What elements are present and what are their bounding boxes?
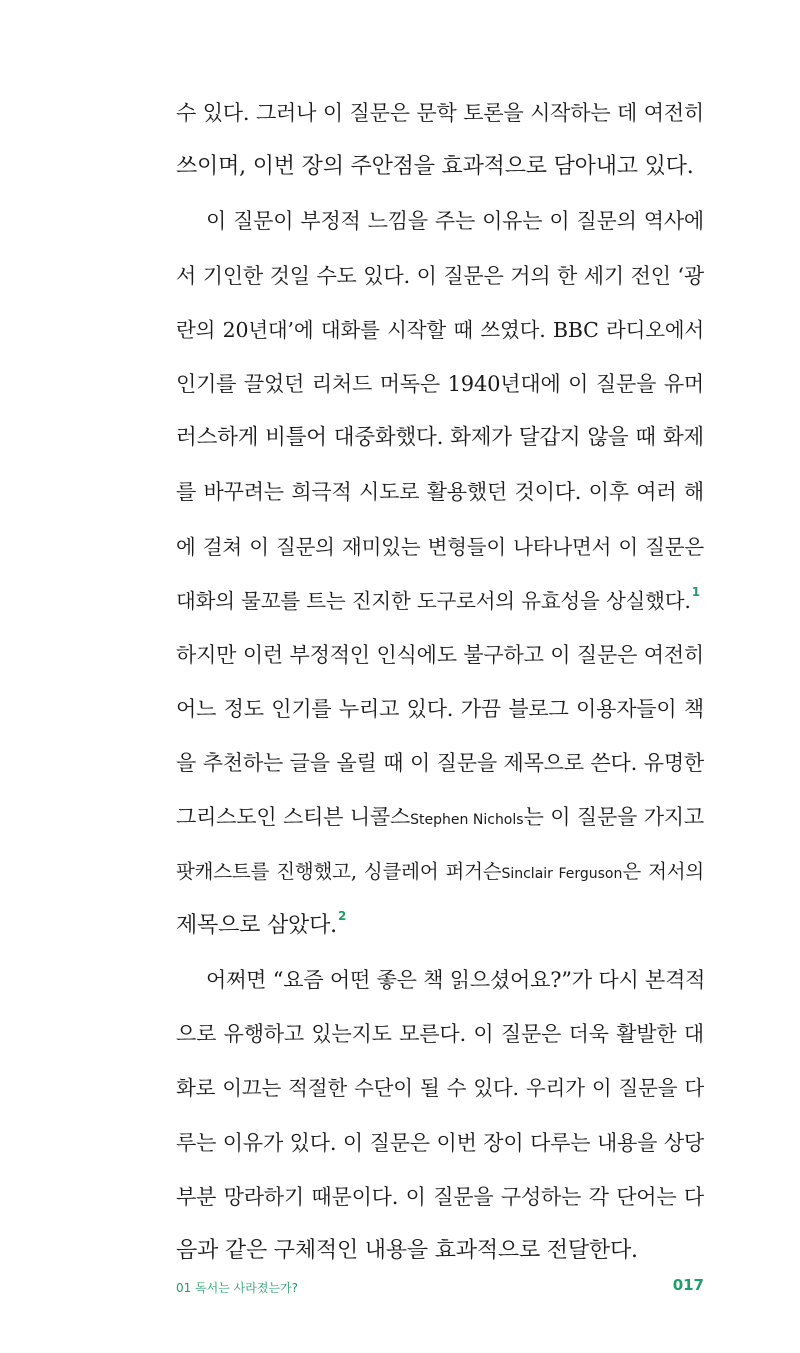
text-segment: 팟캐스트를 진행했고, 싱클레어 퍼거슨 (176, 859, 502, 883)
page-number: 017 (672, 1276, 704, 1294)
text-segment: 은 저서의 (622, 859, 704, 883)
text-line: 서 기인한 것일 수도 있다. 이 질문은 거의 한 세기 전인 ‘광 (176, 263, 704, 288)
text-line: 루는 이유가 있다. 이 질문은 이번 장이 다루는 내용을 상당 (176, 1130, 704, 1155)
text-line: 을 추천하는 글을 올릴 때 이 질문을 제목으로 쓴다. 유명한 (176, 751, 704, 776)
text-line (176, 790, 704, 844)
text-line: 수 있다. 그러나 이 질문은 문학 토론을 시작하는 데 여전히 (176, 101, 704, 125)
text-line: 화로 이끄는 적절한 수단이 될 수 있다. 우리가 이 질문을 다 (176, 1076, 704, 1101)
text-line (176, 899, 704, 953)
footnote-marker-1[interactable]: 1 (691, 584, 700, 599)
text-segment: 는 이 질문을 가지고 (523, 805, 704, 830)
text-line: 인기를 끌었던 리처드 머독은 1940년대에 이 질문을 유머 (176, 371, 704, 396)
text-line: 러스하게 비틀어 대중화했다. 화제가 달갑지 않을 때 화제 (176, 425, 704, 451)
text-line (176, 845, 704, 899)
footnote-marker-2[interactable]: 2 (337, 908, 347, 923)
text-line: 음과 같은 구체적인 내용을 효과적으로 전달한다. (176, 1237, 638, 1263)
page-footer (176, 1276, 704, 1296)
text-line: 어쩌면 “요즘 어떤 좋은 책 읽으셨어요?”가 다시 본격적 (206, 968, 706, 992)
text-line: 란의 20년대’에 대화를 시작할 때 쓰였다. BBC 라디오에서 (176, 317, 704, 342)
text-segment: 대화의 물꼬를 트는 진지한 도구로서의 유효성을 상실했다. (176, 588, 691, 613)
chapter-title: 01 독서는 사라졌는가? (176, 1281, 299, 1295)
name-stephen-nichols: Stephen Nichols (410, 812, 524, 829)
text-line: 부분 망라하기 때문이다. 이 질문을 구성하는 각 단어는 다 (176, 1184, 704, 1209)
text-line: 하지만 이런 부정적인 인식에도 불구하고 이 질문은 여전히 (176, 642, 704, 667)
text-line: 으로 유행하고 있는지도 모른다. 이 질문은 더욱 활발한 대 (176, 1022, 704, 1047)
body-text (176, 86, 704, 1278)
text-segment: 제목으로 삼았다. (176, 912, 337, 938)
text-line: 에 걸쳐 이 질문의 재미있는 변형들이 나타나면서 이 질문은 (176, 534, 704, 559)
text-line: 쓰이며, 이번 장의 주안점을 효과적으로 담아내고 있다. (176, 154, 694, 180)
text-segment: 그리스도인 스티븐 니콜스 (176, 805, 411, 830)
text-line: 를 바꾸려는 희극적 시도로 활용했던 것이다. 이후 여러 해 (176, 480, 704, 505)
text-line (176, 574, 704, 628)
name-sinclair-ferguson: Sinclair Ferguson (501, 865, 623, 882)
text-line: 이 질문이 부정적 느낌을 주는 이유는 이 질문의 역사에 (206, 209, 704, 234)
text-line: 어느 정도 인기를 누리고 있다. 가끔 블로그 이용자들이 책 (176, 697, 704, 722)
